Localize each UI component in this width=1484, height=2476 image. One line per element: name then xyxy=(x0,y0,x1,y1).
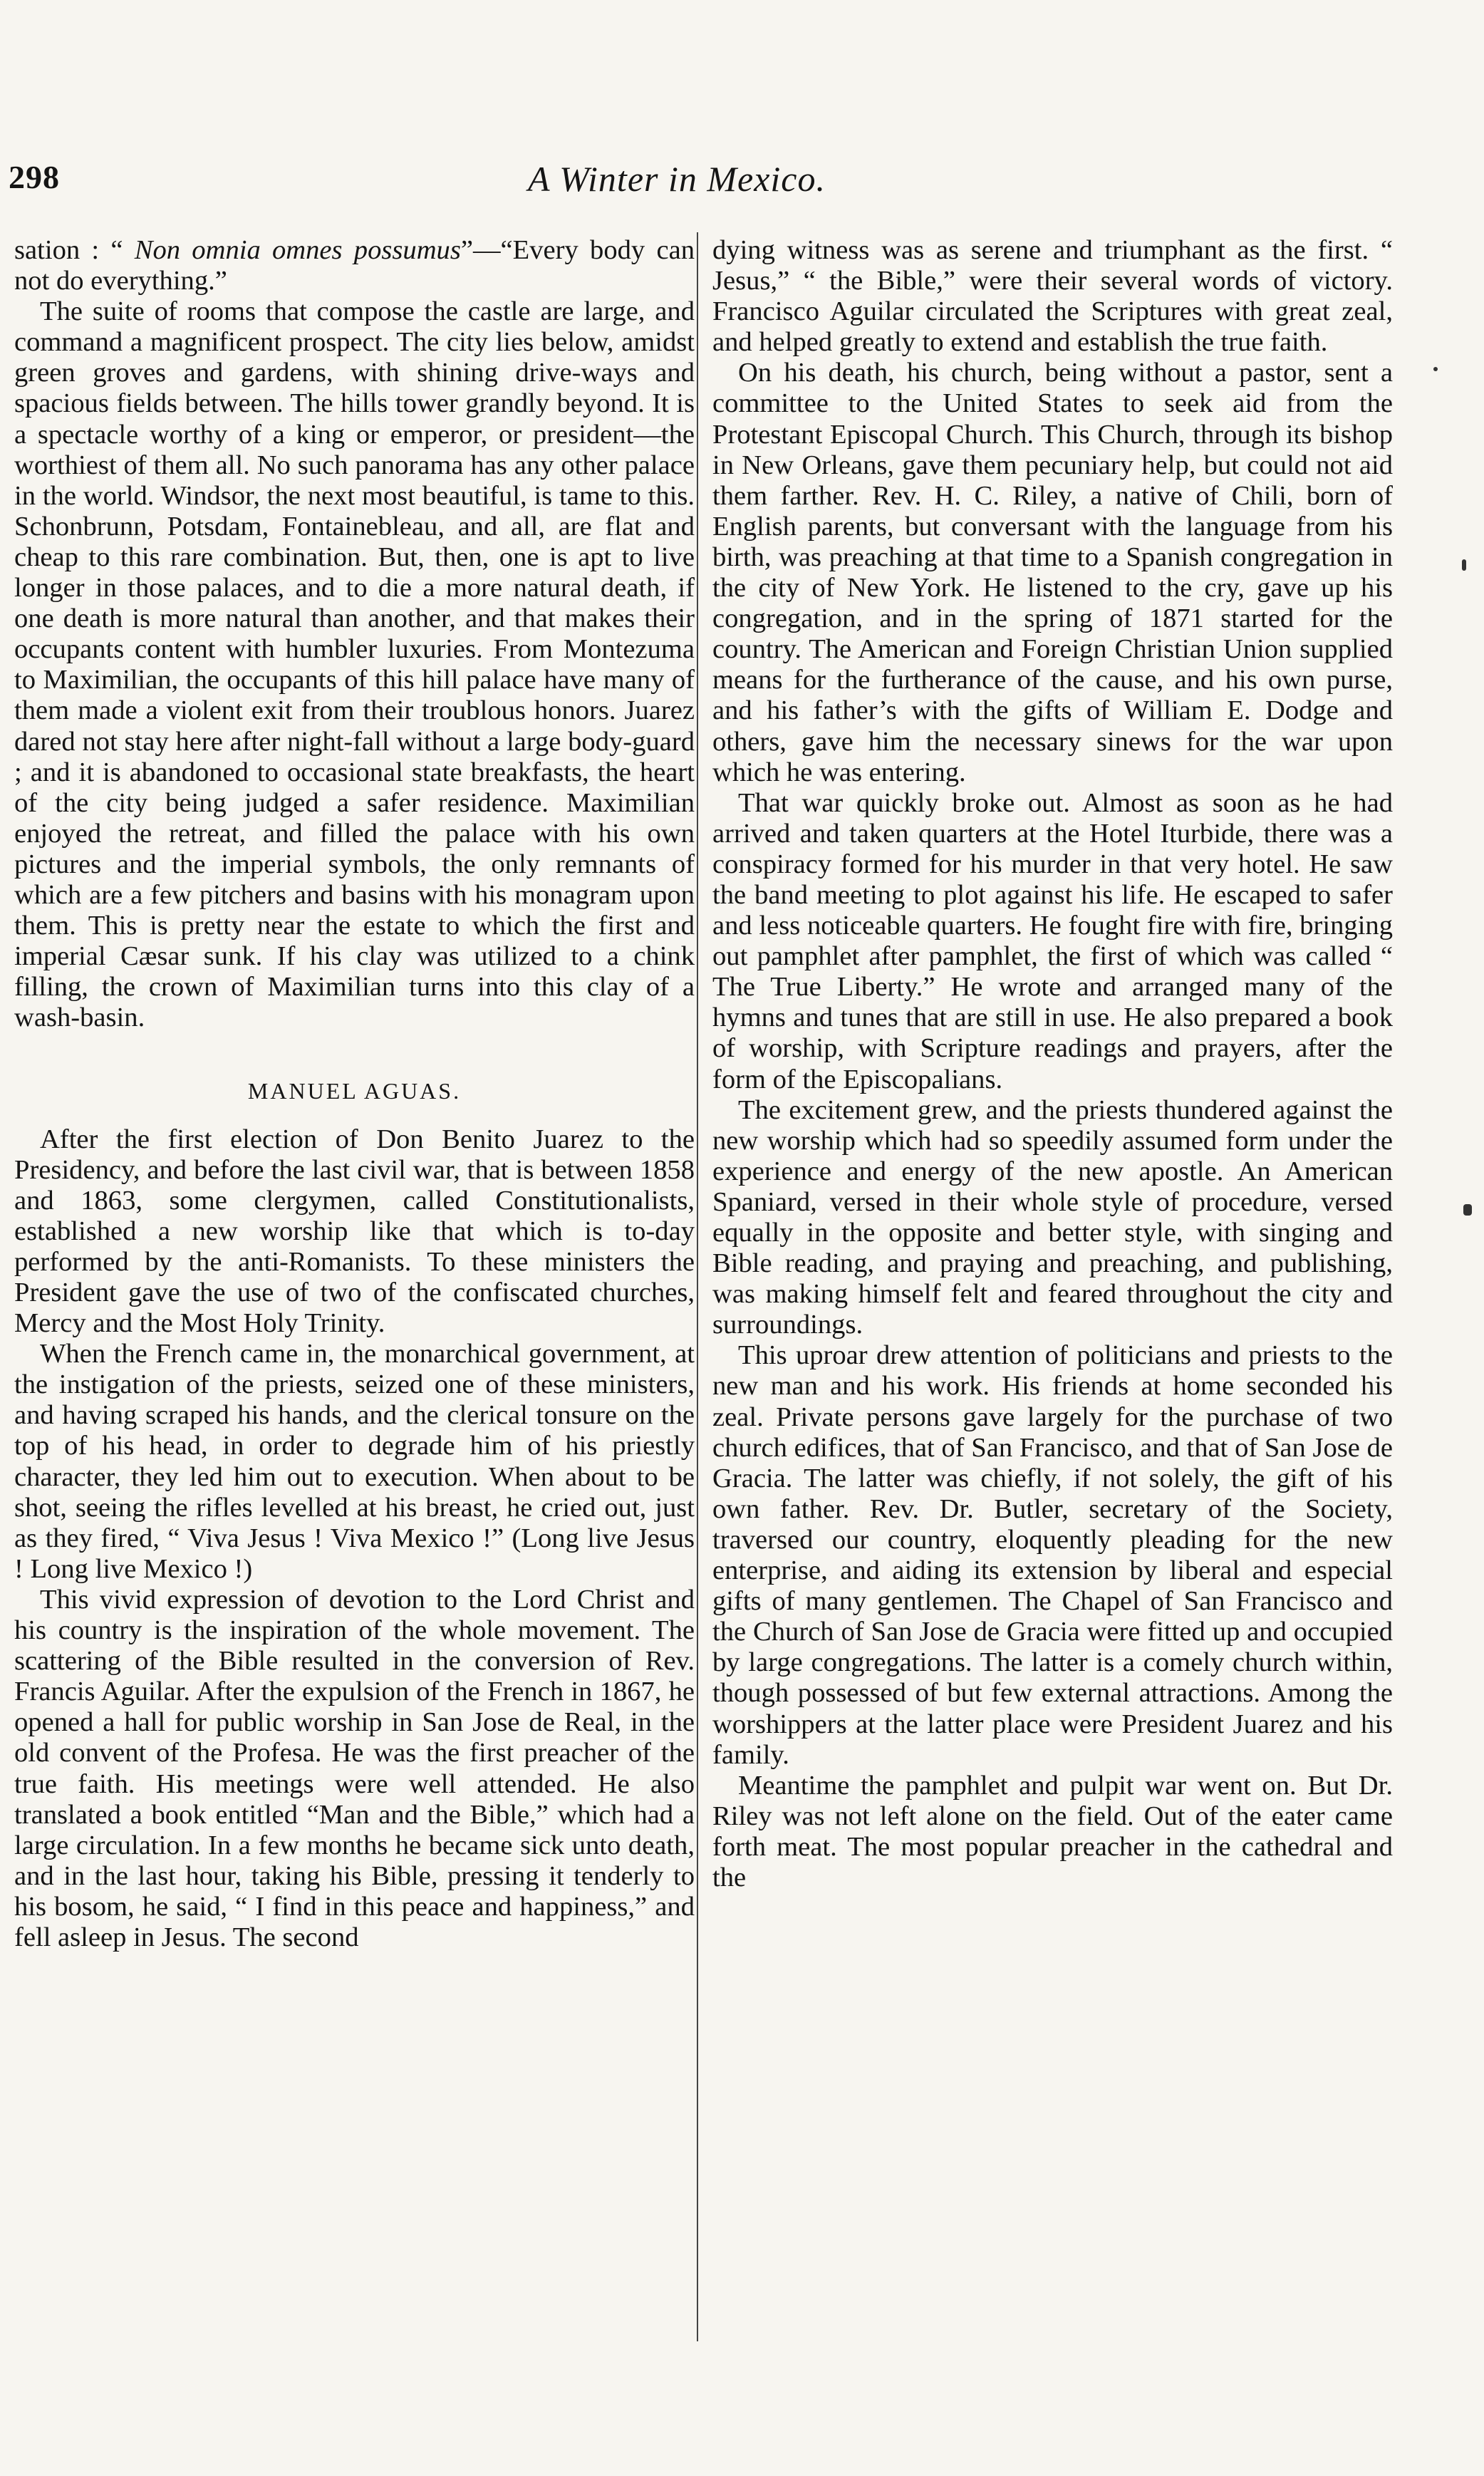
left-column xyxy=(14,235,695,1953)
paragraph: That war quickly broke out. Almost as soon as he had arrived and taken quarters at the Hotel Iturbide, there was a conspiracy formed for his murder in that very hotel. He saw the band meeting to plot against his life. He escaped to safer and less noticeable quarters. He fought fire with fire, bringing out pamphlet after pamphlet, the first of which was called “ The True Liberty.” He wrote and arranged many of the hymns and tunes that are still in use. He also prepared a book of worship, with Scripture readings and prayers, after the form of the Episcopalians. xyxy=(712,787,1393,1094)
page-header xyxy=(0,158,1484,201)
paragraph: The suite of rooms that compose the castle are large, and command a magnificent prospect. The city lies below, amidst green groves and gardens, with shining drive-ways and spacious fields between. The hills tower grandly beyond. It is a spectacle worthy of a king or emperor, or president—the worthiest of them all. No such panorama has any other palace in the world. Windsor, the next most beautiful, is tame to this. Schonbrunn, Potsdam, Fontainebleau, and all, are flat and cheap to this rare combination. But, then, one is apt to live longer in those palaces, and to die a more natural death, if one death is more natural than another, and that makes their occupants content with humbler luxuries. From Montezuma to Maximilian, the occupants of this hill palace have many of them made a violent exit from their troublous honors. Juarez dared not stay here after night-fall without a large body-guard ; and it is abandoned to occasional state breakfasts, the heart of the city being judged a safer residence. Maximilian enjoyed the retreat, and filled the palace with his own pictures and the imperial symbols, the only remnants of which are a few pitchers and basins with his monagram upon them. This is pretty near the estate to which the first and imperial Cæsar sunk. If his clay was utilized to a chink filling, the crown of Maximilian turns into this clay of a wash-basin. xyxy=(14,296,695,1033)
latin-quote: Non omnia omnes possumus xyxy=(134,235,461,265)
paragraph: This uproar drew attention of politicians and priests to the new man and his work. His friends at home seconded his zeal. Private persons gave largely for the purchase of two church edifices, that of San Francisco, and that of San Jose de Gracia. The latter was chiefly, if not solely, the gift of his own father. Rev. Dr. Butler, secretary of the Society, traversed our country, eloquently pleading for the new enterprise, and aiding its extension by liberal and especial gifts of many gentlemen. The Chapel of San Francisco and the Church of San Jose de Gracia were fitted up and occupied by large congregations. The latter is a comely church within, though possessed of but few external attractions. Among the worshippers at the latter place were President Juarez and his family. xyxy=(712,1340,1393,1770)
paragraph: Meantime the pamphlet and pulpit war went on. But Dr. Riley was not left alone on the field. Out of the eater came forth meat. The most popular preacher in the cathedral and the xyxy=(712,1770,1393,1892)
column-divider xyxy=(697,232,698,2341)
paragraph: After the first election of Don Benito Juarez to the Presidency, and before the last civil war, that is between 1858 and 1863, some clergymen, called Constitutionalists, established a new worship like that which is to-day performed by the anti-Romanists. To these ministers the President gave the use of two of the confiscated churches, Mercy and the Most Holy Trinity. xyxy=(14,1124,695,1339)
text-run: sation : “ xyxy=(14,235,135,265)
right-column xyxy=(712,235,1393,1893)
paragraph: On his death, his church, being without a pastor, sent a committee to the United States to seek aid from the Protestant Episcopal Church. This Church, through its bishop in New Orleans, gave them pecuniary help, but could not aid them farther. Rev. H. C. Riley, a native of Chili, born of English parents, but conversant with the language from his birth, was preaching at that time to a Spanish congregation in the city of New York. He listened to the cry, gave up his congregation, and in the spring of 1871 started for the country. The American and Foreign Christian Union supplied means for the furtherance of the cause, and his own purse, and his father’s with the gifts of William E. Dodge and others, gave him the necessary sinews for the war upon which he was entering. xyxy=(712,358,1393,787)
section-heading: MANUEL AGUAS. xyxy=(247,1078,462,1104)
text-run: ”—“Every body can not do everything.” xyxy=(14,235,695,296)
paragraph: This vivid expression of devotion to the Lord Christ and his country is the inspiration of the whole movement. The scattering of the Bible resulted in the conversion of Rev. Francis Aguilar. After the expulsion of the French in 1867, he opened a hall for public worship in San Jose de Real, in the old convent of the Profesa. He was the first preacher of the true faith. His meetings were well attended. He also translated a book entitled “Man and the Bible,” which had a large circulation. In a few months he became sick unto death, and in the last hour, taking his Bible, pressing it tenderly to his bosom, he said, “ I find in this peace and happiness,” and fell asleep in Jesus. The second xyxy=(14,1584,695,1952)
paragraph: dying witness was as serene and triumphant as the first. “ Jesus,” “ the Bible,” were their several words of victory. Francisco Aguilar circulated the Scriptures with great zeal, and helped greatly to extend and establish the true faith. xyxy=(712,235,1393,358)
page-number: 298 xyxy=(9,159,60,195)
print-speck xyxy=(1462,559,1466,571)
paragraph: The excitement grew, and the priests thundered against the new worship which had so speedily assumed form under the experience and energy of the new apostle. An American Spaniard, versed in their whole style of procedure, versed equally in the opposite and better style, with singing and Bible reading, and praying and preaching, and publishing, was making himself felt and feared throughout the city and surroundings. xyxy=(712,1094,1393,1340)
print-speck xyxy=(1463,1204,1472,1216)
print-speck xyxy=(1433,367,1438,371)
running-title: A Winter in Mexico. xyxy=(528,159,826,199)
paragraph: When the French came in, the monarchical government, at the instigation of the priests, seized one of these ministers, and having scraped his hands, and the clerical tonsure on the top of his head, in order to degrade him of his priestly character, they led him out to execution. When about to be shot, seeing the rifles levelled at his breast, he cried out, just as they fired, “ Viva Jesus ! Viva Mexico !” (Long live Jesus ! Long live Mexico !) xyxy=(14,1339,695,1584)
paragraph xyxy=(14,235,695,296)
